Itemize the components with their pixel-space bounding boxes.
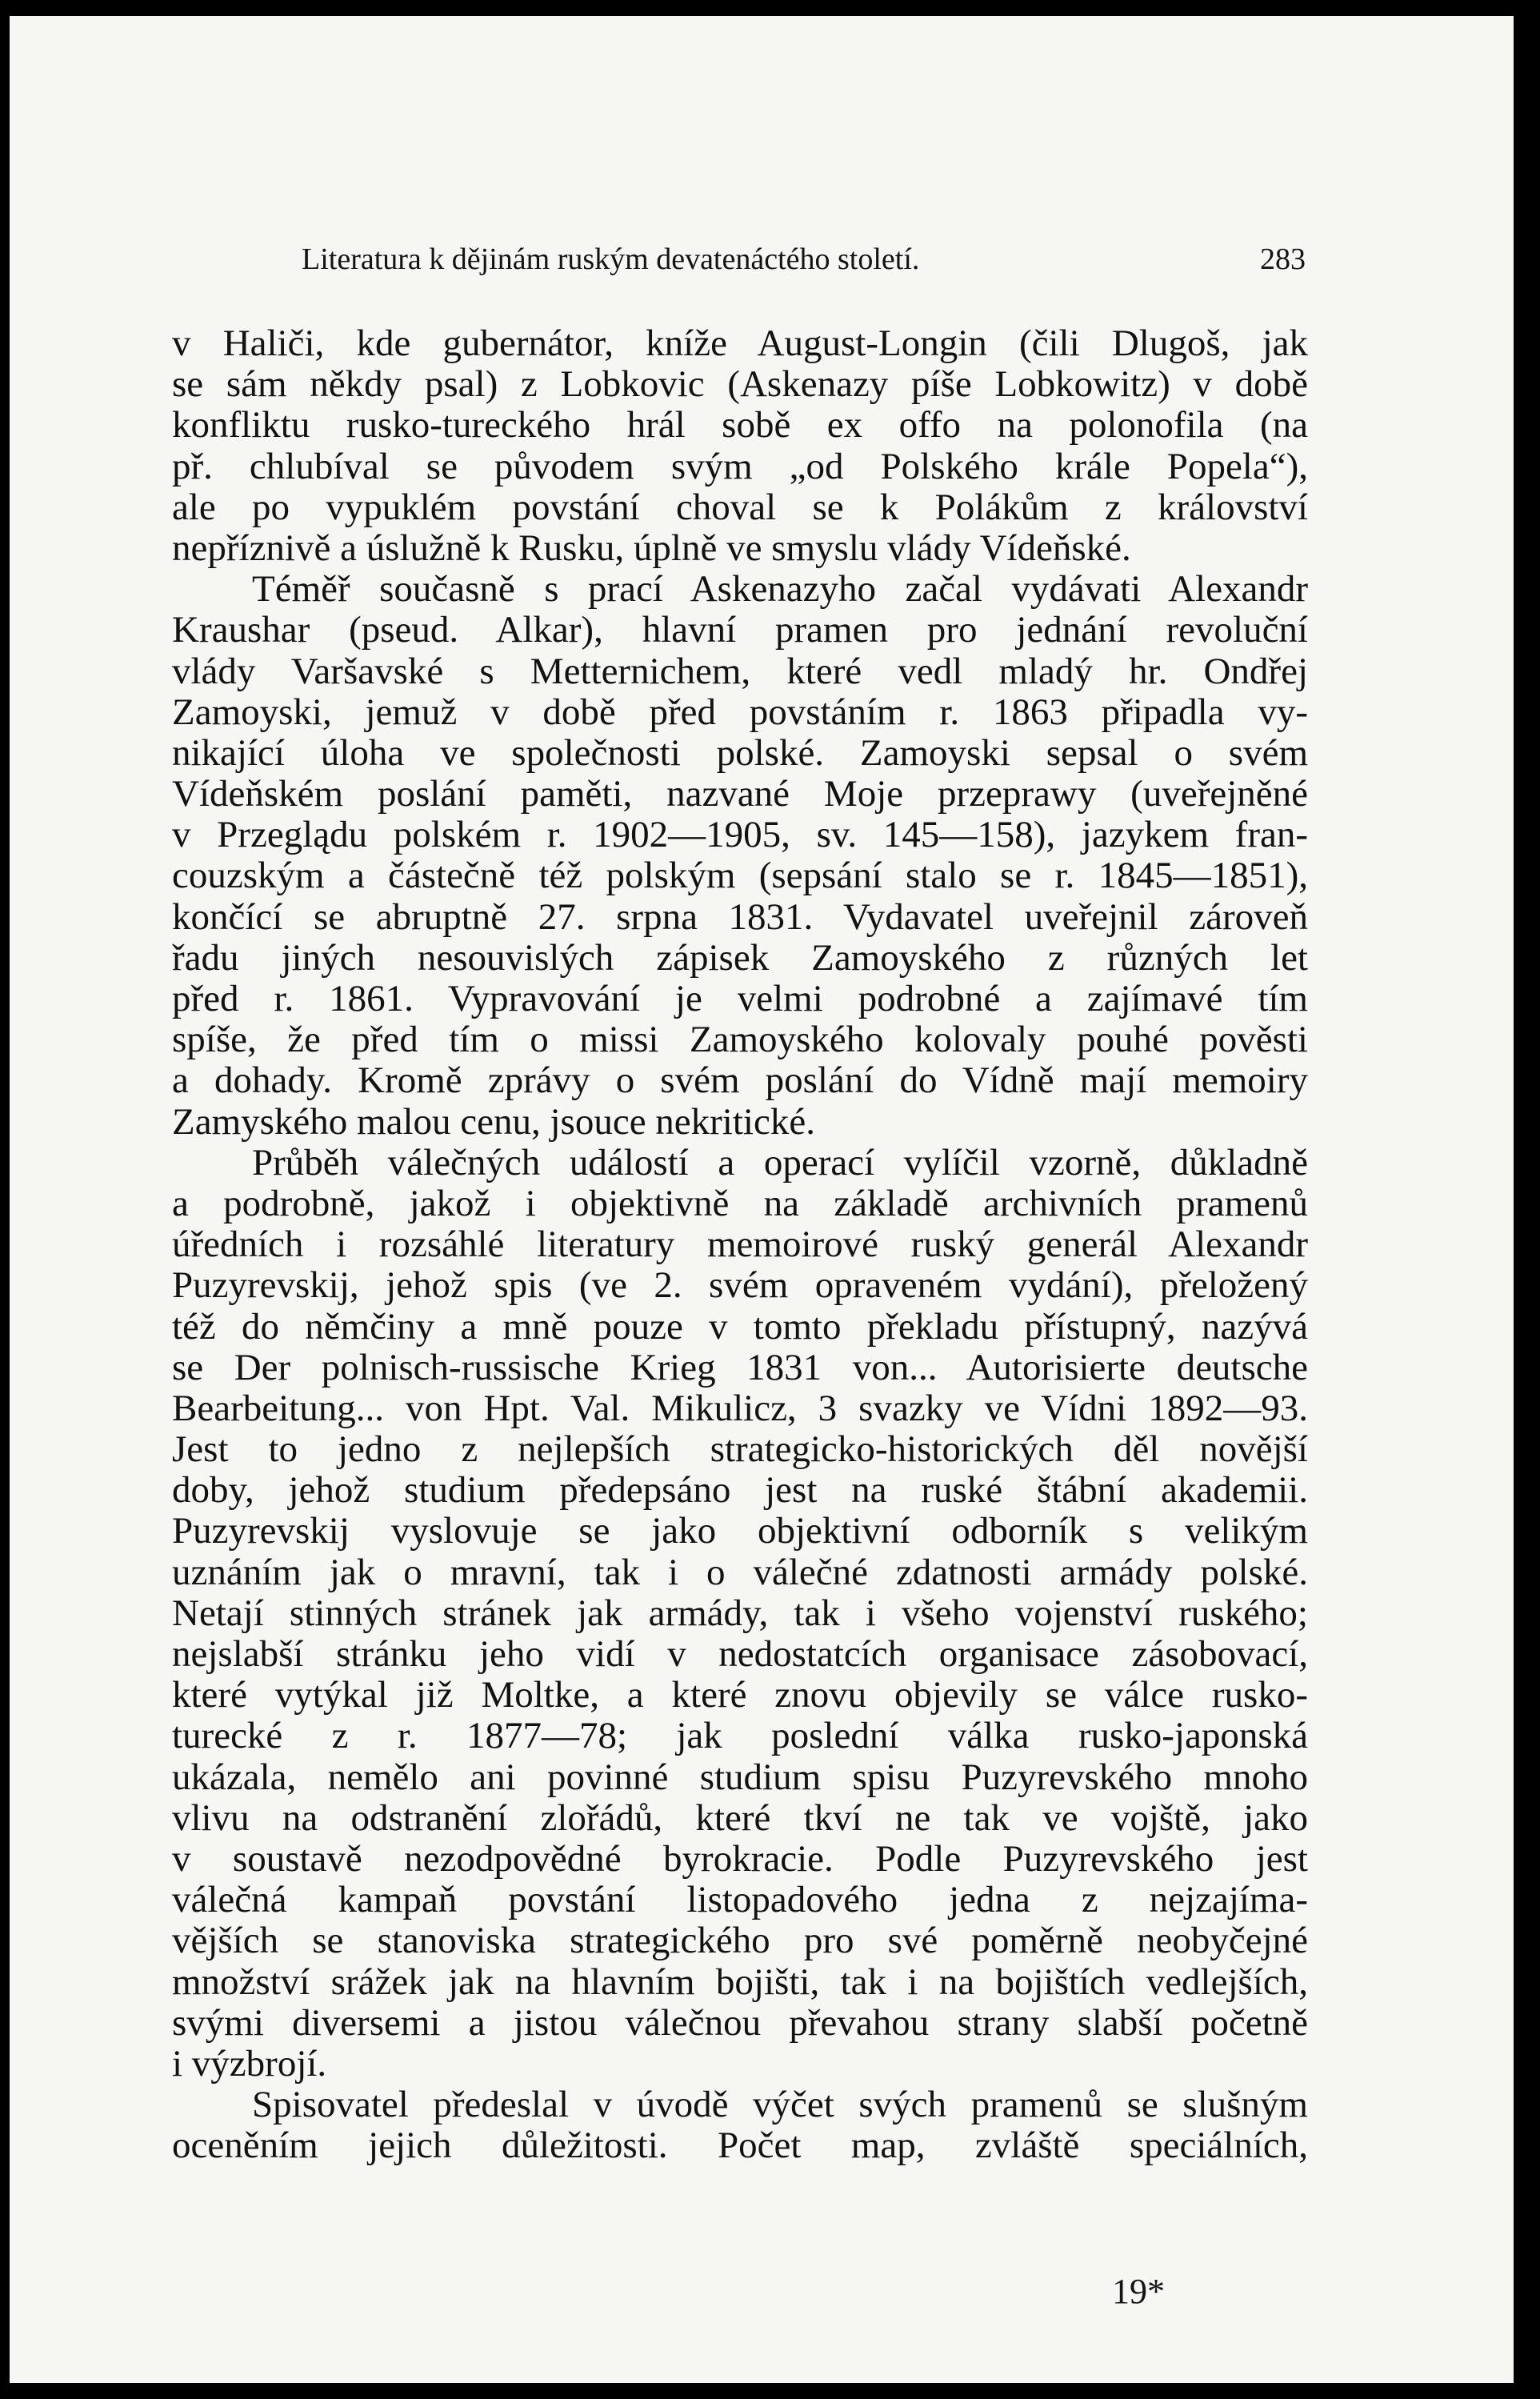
text-line: úředních i rozsáhlé literatury memoirové ruský generál Alexandr: [172, 1224, 1308, 1266]
text-line: Bearbeitung... von Hpt. Val. Mikulicz, 3 svazky ve Vídni 1892—93.: [172, 1387, 1308, 1429]
running-title: Literatura k dějinám ruským devatenáctého století.: [302, 242, 920, 276]
text-line: v soustavě nezodpovědné byrokracie. Podle Puzyrevského jest: [172, 1837, 1308, 1880]
text-line: svými diversemi a jistou válečnou převahou strany slabší početně: [172, 2001, 1308, 2044]
text-line: Kraushar (pseud. Alkar), hlavní pramen pro jednání revoluční: [172, 609, 1308, 651]
text-line: válečná kampaň povstání listopadového jedna z nejzajíma-: [172, 1879, 1308, 1921]
text-line: doby, jehož studium předepsáno jest na ruské štábní akademii.: [172, 1469, 1308, 1512]
text-line: ukázala, nemělo ani povinné studium spisu Puzyrevského mnoho: [172, 1756, 1308, 1798]
text-line: Vídeňském poslání paměti, nazvané Moje przeprawy (uveřejněné: [172, 773, 1308, 815]
text-line: Průběh válečných událostí a operací vylíčil vzorně, důkladně: [252, 1141, 1308, 1183]
text-line: nepříznivě a úslužně k Rusku, úplně ve smyslu vlády Vídeňské.: [172, 527, 1131, 569]
text-line: Puzyrevskij vyslovuje se jako objektivní odborník s velikým: [172, 1510, 1308, 1552]
text-line: v Przeglądu polském r. 1902—1905, sv. 145—158), jazykem fran-: [172, 814, 1308, 856]
text-line: se sám někdy psal) z Lobkovic (Askenazy píše Lobkowitz) v době: [172, 363, 1308, 406]
text-line: Jest to jedno z nejlepších strategicko-historických děl novější: [172, 1428, 1308, 1471]
text-line: v Haliči, kde gubernátor, kníže August-Longin (čili Dlugoš, jak: [172, 322, 1308, 364]
text-line: spíše, že před tím o missi Zamoyského kolovaly pouhé pověsti: [172, 1019, 1308, 1061]
signature-mark: 19*: [1112, 2272, 1165, 2311]
text-line: oceněním jejich důležitosti. Počet map, zvláště speciálních,: [172, 2125, 1308, 2167]
text-line: nikající úloha ve společnosti polské. Zamoyski sepsal o svém: [172, 731, 1308, 774]
text-line: couzským a částečně též polským (sepsání stalo se r. 1845—1851),: [172, 855, 1308, 897]
text-line: a dohady. Kromě zprávy o svém poslání do Vídně mají memoiry: [172, 1059, 1308, 1102]
text-line: též do němčiny a mně pouze v tomto překladu přístupný, nazývá: [172, 1305, 1308, 1348]
text-line: Zamyského malou cenu, jsouce nekritické.: [172, 1100, 815, 1143]
text-line: nejslabší stránku jeho vidí v nedostatcích organisace zásobovací,: [172, 1633, 1308, 1675]
text-line: konfliktu rusko-tureckého hrál sobě ex offo na polonofila (na: [172, 404, 1308, 447]
text-line: množství srážek jak na hlavním bojišti, tak i na bojištích vedlejších,: [172, 1960, 1308, 2003]
text-line: i výzbrojí.: [172, 2042, 327, 2085]
book-page: [10, 16, 1514, 2383]
text-line: které vytýkal již Moltke, a které znovu objevily se válce rusko-: [172, 1674, 1308, 1716]
text-line: Spisovatel předeslal v úvodě výčet svých pramenů se slušným: [252, 2084, 1308, 2126]
text-line: turecké z r. 1877—78; jak poslední válka rusko-japonská: [172, 1715, 1308, 1757]
text-line: vlády Varšavské s Metternichem, které vedl mladý hr. Ondřej: [172, 650, 1308, 692]
text-line: ale po vypuklém povstání choval se k Polákům z království: [172, 486, 1308, 528]
text-line: Téměř současně s prací Askenazyho začal vydávati Alexandr: [252, 568, 1308, 611]
text-line: řadu jiných nesouvislých zápisek Zamoyského z různých let: [172, 936, 1308, 979]
page-header: [302, 242, 1306, 282]
text-line: př. chlubíval se původem svým „od Polského krále Popela“),: [172, 445, 1308, 487]
text-line: před r. 1861. Vypravování je velmi podrobné a zajímavé tím: [172, 978, 1308, 1019]
text-line: a podrobně, jakož i objektivně na základě archivních pramenů: [172, 1182, 1308, 1224]
text-line: vlivu na odstranění zlořádů, které tkví ne tak ve vojště, jako: [172, 1796, 1308, 1839]
body-text: [172, 323, 1308, 2166]
page-number: 283: [1260, 242, 1306, 276]
text-line: uznáním jak o mravní, tak i o válečné zdatnosti armády polské.: [172, 1551, 1308, 1593]
text-line: se Der polnisch-russische Krieg 1831 von... Autorisierte deutsche: [172, 1346, 1308, 1388]
text-line: Netají stinných stránek jak armády, tak i všeho vojenství ruského;: [172, 1592, 1308, 1634]
text-line: vějších se stanoviska strategického pro své poměrně neobyčejné: [172, 1920, 1308, 1962]
text-line: končící se abruptně 27. srpna 1831. Vydavatel uveřejnil zároveň: [172, 895, 1308, 938]
text-line: Puzyrevskij, jehož spis (ve 2. svém opraveném vydání), přeložený: [172, 1264, 1308, 1307]
text-line: Zamoyski, jemuž v době před povstáním r. 1863 připadla vy-: [172, 691, 1308, 733]
